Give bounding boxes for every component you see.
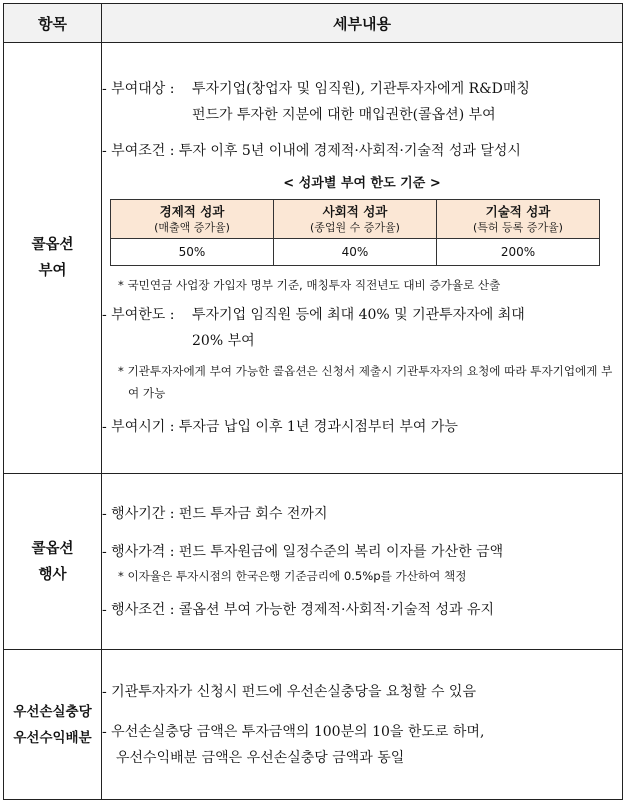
row-label-priority: 우선손실충당 우선수익배분 (4, 650, 102, 800)
row-label-exercise: 콜옵션 행사 (4, 474, 102, 650)
row-content-priority (102, 650, 623, 800)
grant-condition: - 부여조건 : 투자 이후 5년 이내에 경제적·사회적·기술적 성과 달성시 (102, 143, 521, 159)
criteria-tech-header: 기술적 성과 (특허 등록 증가율) (437, 200, 600, 239)
grant-target: - 부여대상 : 투자기업(창업자 및 임직원), 기관투자자에게 R&D매칭 펀드가 투자한 지분에 대한 매입권한(콜옵션) 부여 (102, 81, 530, 123)
priority-line-1: - 기관투자자가 신청시 펀드에 우선손실충당을 요청할 수 있음 (102, 683, 476, 700)
header-item: 항목 (4, 4, 102, 43)
exercise-condition: - 행사조건 : 콜옵션 부여 가능한 경제적·사회적·기술적 성과 유지 (102, 601, 495, 618)
grant-limit: - 부여한도 : 투자기업 임직원 등에 최대 40% 및 기관투자자에 최대 20% 부여 (102, 307, 525, 349)
row-label-grant: 콜옵션 부여 (4, 43, 102, 474)
criteria-table-title: < 성과별 부여 한도 기준 > (283, 176, 441, 191)
priority-line-3: 우선수익배분 금액은 우선손실충당 금액과 동일 (116, 749, 405, 766)
criteria-social-value: 40% (274, 239, 437, 266)
criteria-social-header: 사회적 성과 (종업원 수 증가율) (274, 200, 437, 239)
row-call-option-exercise (4, 474, 623, 650)
option-table (3, 3, 623, 800)
criteria-table (110, 199, 600, 266)
criteria-header-row (111, 200, 600, 239)
criteria-value-row (111, 239, 600, 266)
limit-note: * 기관투자자에게 부여 가능한 콜옵션은 신청서 제출시 기관투자자의 요청에 따라 투자기업에게 부여 가능 (118, 364, 613, 400)
row-content-grant (102, 43, 623, 474)
row-content-exercise (102, 474, 623, 650)
criteria-note: * 국민연금 사업장 가입자 명부 기준, 매칭투자 직전년도 대비 증가율로 산출 (118, 278, 501, 292)
exercise-price: - 행사가격 : 펀드 투자원금에 일정수준의 복리 이자를 가산한 금액 (102, 543, 504, 560)
exercise-price-note: * 이자율은 투자시점의 한국은행 기준금리에 0.5%p를 가산하여 책정 (118, 568, 467, 583)
table-header-row (4, 4, 623, 43)
criteria-economic-value: 50% (111, 239, 274, 266)
row-priority-loss (4, 650, 623, 800)
grant-timing: - 부여시기 : 투자금 납입 이후 1년 경과시점부터 부여 가능 (102, 419, 458, 435)
criteria-tech-value: 200% (437, 239, 600, 266)
row-call-option-grant (4, 43, 623, 474)
header-detail: 세부내용 (102, 4, 623, 43)
criteria-economic-header: 경제적 성과 (매출액 증가율) (111, 200, 274, 239)
exercise-period: - 행사기간 : 펀드 투자금 회수 전까지 (102, 505, 328, 522)
priority-line-2: - 우선손실충당 금액은 투자금액의 100분의 10을 한도로 하며, (102, 723, 485, 740)
